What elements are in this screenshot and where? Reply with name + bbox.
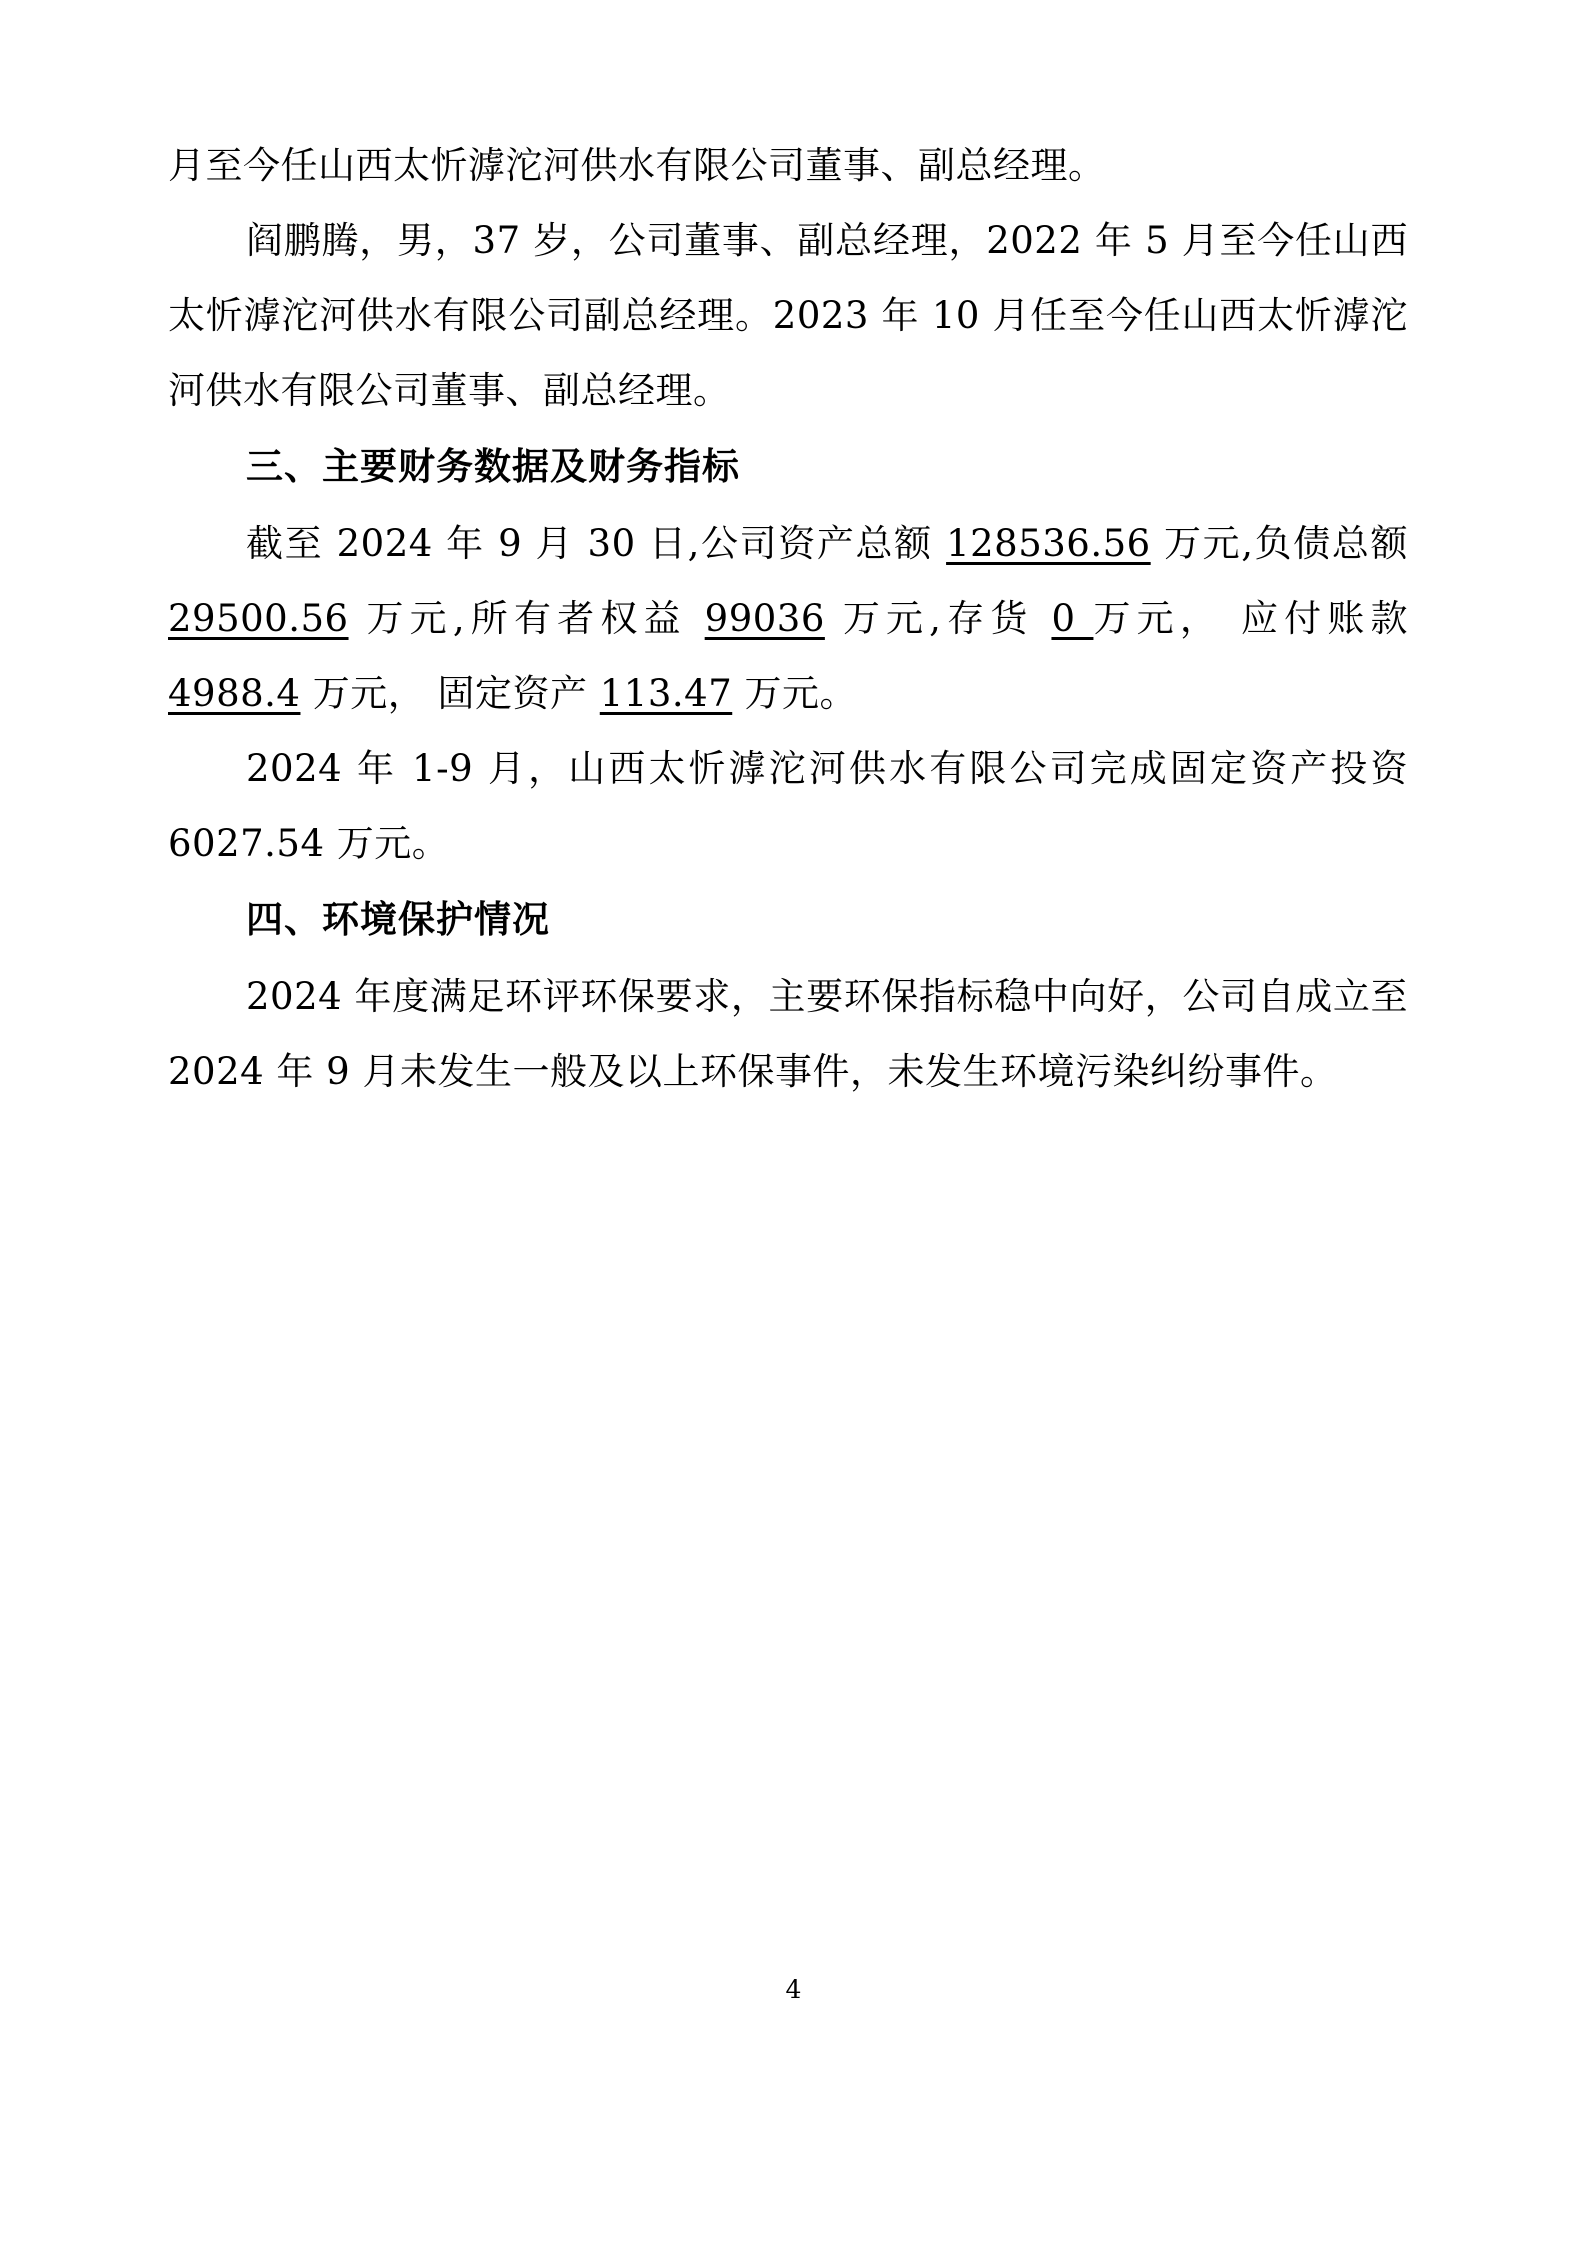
financial-text: 万元， 固定资产 xyxy=(300,672,600,715)
financial-value: 113.47 xyxy=(599,672,733,715)
financial-value: 128536.56 xyxy=(946,522,1151,565)
financial-value: 4988.4 xyxy=(168,672,301,715)
financial-value: 99036 xyxy=(704,597,825,640)
financial-text: 万元,负债总额 xyxy=(1150,522,1409,565)
financial-text: 万元， 应付账款 xyxy=(1093,597,1408,640)
financial-text: 万元,存货 xyxy=(824,597,1052,640)
section-heading-three: 三、主要财务数据及财务指标 xyxy=(246,445,740,488)
paragraph-environment-protection: 2024 年度满足环评环保要求，主要环保指标稳中向好，公司自成立至 2024 年 9 月未发生一般及以上环保事件，未发生环境污染纠纷事件。 xyxy=(168,975,1408,1093)
paragraph-yan-pengteng: 阎鹏腾，男，37 岁，公司董事、副总经理，2022 年 5 月至今任山西太忻滹沱河供水有限公司副总经理。2023 年 10 月任至今任山西太忻滹沱河供水有限公司董事、副总经理。 xyxy=(168,219,1408,412)
paragraph-financial-summary xyxy=(168,506,1408,731)
financial-text: 截至 2024 年 9 月 30 日,公司资产总额 xyxy=(246,522,947,565)
section-heading-four: 四、环境保护情况 xyxy=(246,898,550,941)
financial-value: 29500.56 xyxy=(168,597,349,640)
page-number: 4 xyxy=(785,1975,802,2004)
financial-value: 0 xyxy=(1051,597,1094,640)
financial-text: 万元。 xyxy=(732,672,857,715)
paragraph-continued: 月至今任山西太忻滹沱河供水有限公司董事、副总经理。 xyxy=(168,144,1106,187)
financial-text: 万元,所有者权益 xyxy=(348,597,705,640)
paragraph-fixed-asset-investment: 2024 年 1-9 月，山西太忻滹沱河供水有限公司完成固定资产投资 6027.54 万元。 xyxy=(168,747,1408,865)
document-body xyxy=(168,128,1408,1109)
